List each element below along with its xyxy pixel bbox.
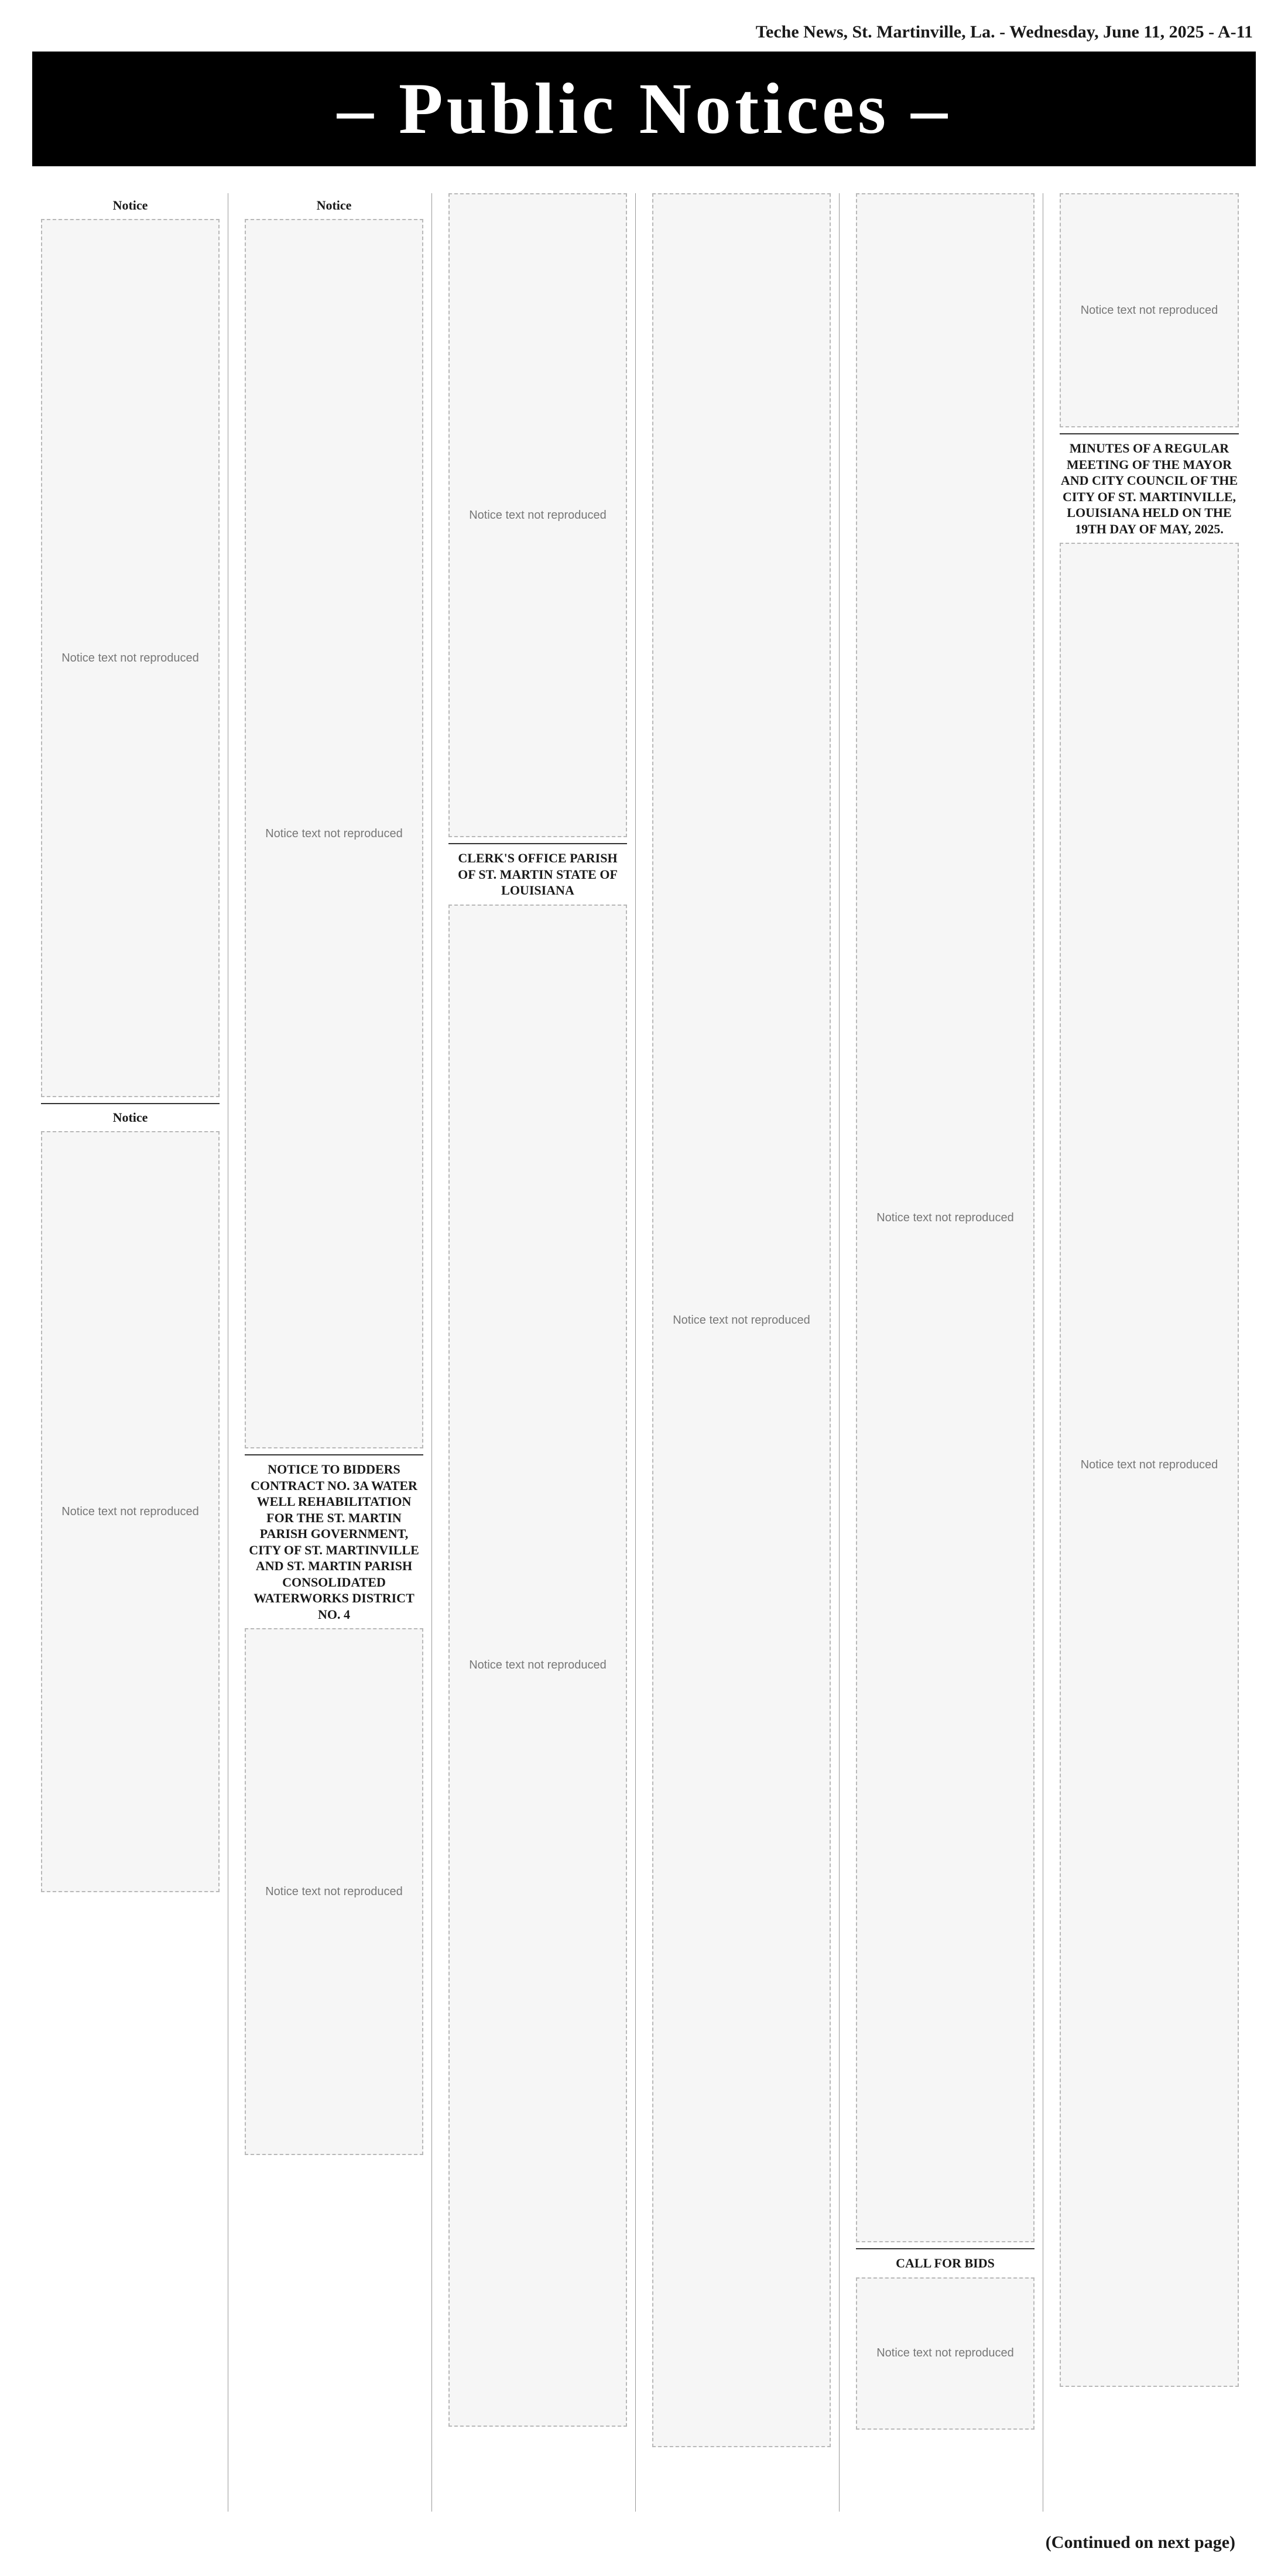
notice-placeholder: [41, 219, 220, 1097]
column-1: [41, 193, 228, 2512]
column-5: [856, 193, 1043, 2512]
banner-title: – Public Notices –: [337, 68, 951, 149]
notice-placeholder: [448, 193, 627, 837]
placeholder-label: Notice text not reproduced: [469, 1659, 607, 1671]
placeholder-label: Notice text not reproduced: [61, 1505, 199, 1518]
continued-label: (Continued on next page): [1045, 2533, 1235, 2552]
continued-note: [1046, 2533, 1235, 2553]
notice-heading: MINUTES OF A REGULAR MEETING OF THE MAYOR AND CITY COUNCIL OF THE CITY OF ST. MARTINVILLE, LOUISIANA HELD ON THE 19TH DAY OF MAY, 2025.: [1060, 441, 1238, 536]
placeholder-label: Notice text not reproduced: [1080, 303, 1218, 317]
notice-heading: CLERK'S OFFICE PARISH OF ST. MARTIN STATE OF LOUISIANA: [458, 851, 618, 898]
placeholder-label: Notice text not reproduced: [61, 651, 199, 664]
placeholder-label: Notice text not reproduced: [876, 2347, 1014, 2359]
notice-placeholder: [1060, 193, 1239, 427]
divider: [245, 1454, 423, 1455]
notice-heading: NOTICE TO BIDDERS CONTRACT NO. 3A WATER WELL REHABILITATION FOR THE ST. MARTIN PARISH GOVERNMENT, CITY OF ST. MARTINVILLE AND ST. MARTIN PARISH CONSOLIDATED WATERWORKS DISTRICT NO. 4: [249, 1462, 419, 1622]
column-6: [1060, 193, 1247, 2512]
notice-heading: Notice: [112, 198, 148, 213]
notice-placeholder: [245, 1628, 423, 2155]
notice-placeholder: [1060, 543, 1239, 2387]
notice-placeholder: [448, 905, 627, 2427]
placeholder-label: Notice text not reproduced: [1080, 1458, 1218, 1471]
notice-columns: [41, 193, 1247, 2512]
masthead: [35, 22, 1253, 46]
notice-placeholder: [245, 219, 423, 1448]
column-3: [448, 193, 636, 2512]
placeholder-label: Notice text not reproduced: [265, 1885, 403, 1898]
notice-placeholder: [856, 193, 1034, 2242]
placeholder-label: Notice text not reproduced: [469, 508, 607, 522]
notice-placeholder: [41, 1131, 220, 1892]
column-4: [652, 193, 840, 2512]
notice-heading: CALL FOR BIDS: [896, 2256, 995, 2270]
column-2: [245, 193, 432, 2512]
placeholder-label: Notice text not reproduced: [265, 827, 403, 840]
divider: [41, 1103, 220, 1104]
notice-heading: Notice: [112, 1110, 148, 1125]
placeholder-label: Notice text not reproduced: [673, 1313, 810, 1327]
notice-heading: Notice: [316, 198, 352, 213]
masthead-line: Teche News, St. Martinville, La. - Wednesday, June 11, 2025 - A-11: [755, 22, 1253, 42]
placeholder-label: Notice text not reproduced: [876, 1211, 1014, 1224]
divider: [448, 843, 627, 844]
divider: [1060, 433, 1239, 434]
notice-placeholder: [652, 193, 831, 2447]
notice-placeholder: [856, 2277, 1034, 2430]
public-notices-banner: [32, 52, 1256, 166]
divider: [856, 2248, 1034, 2249]
